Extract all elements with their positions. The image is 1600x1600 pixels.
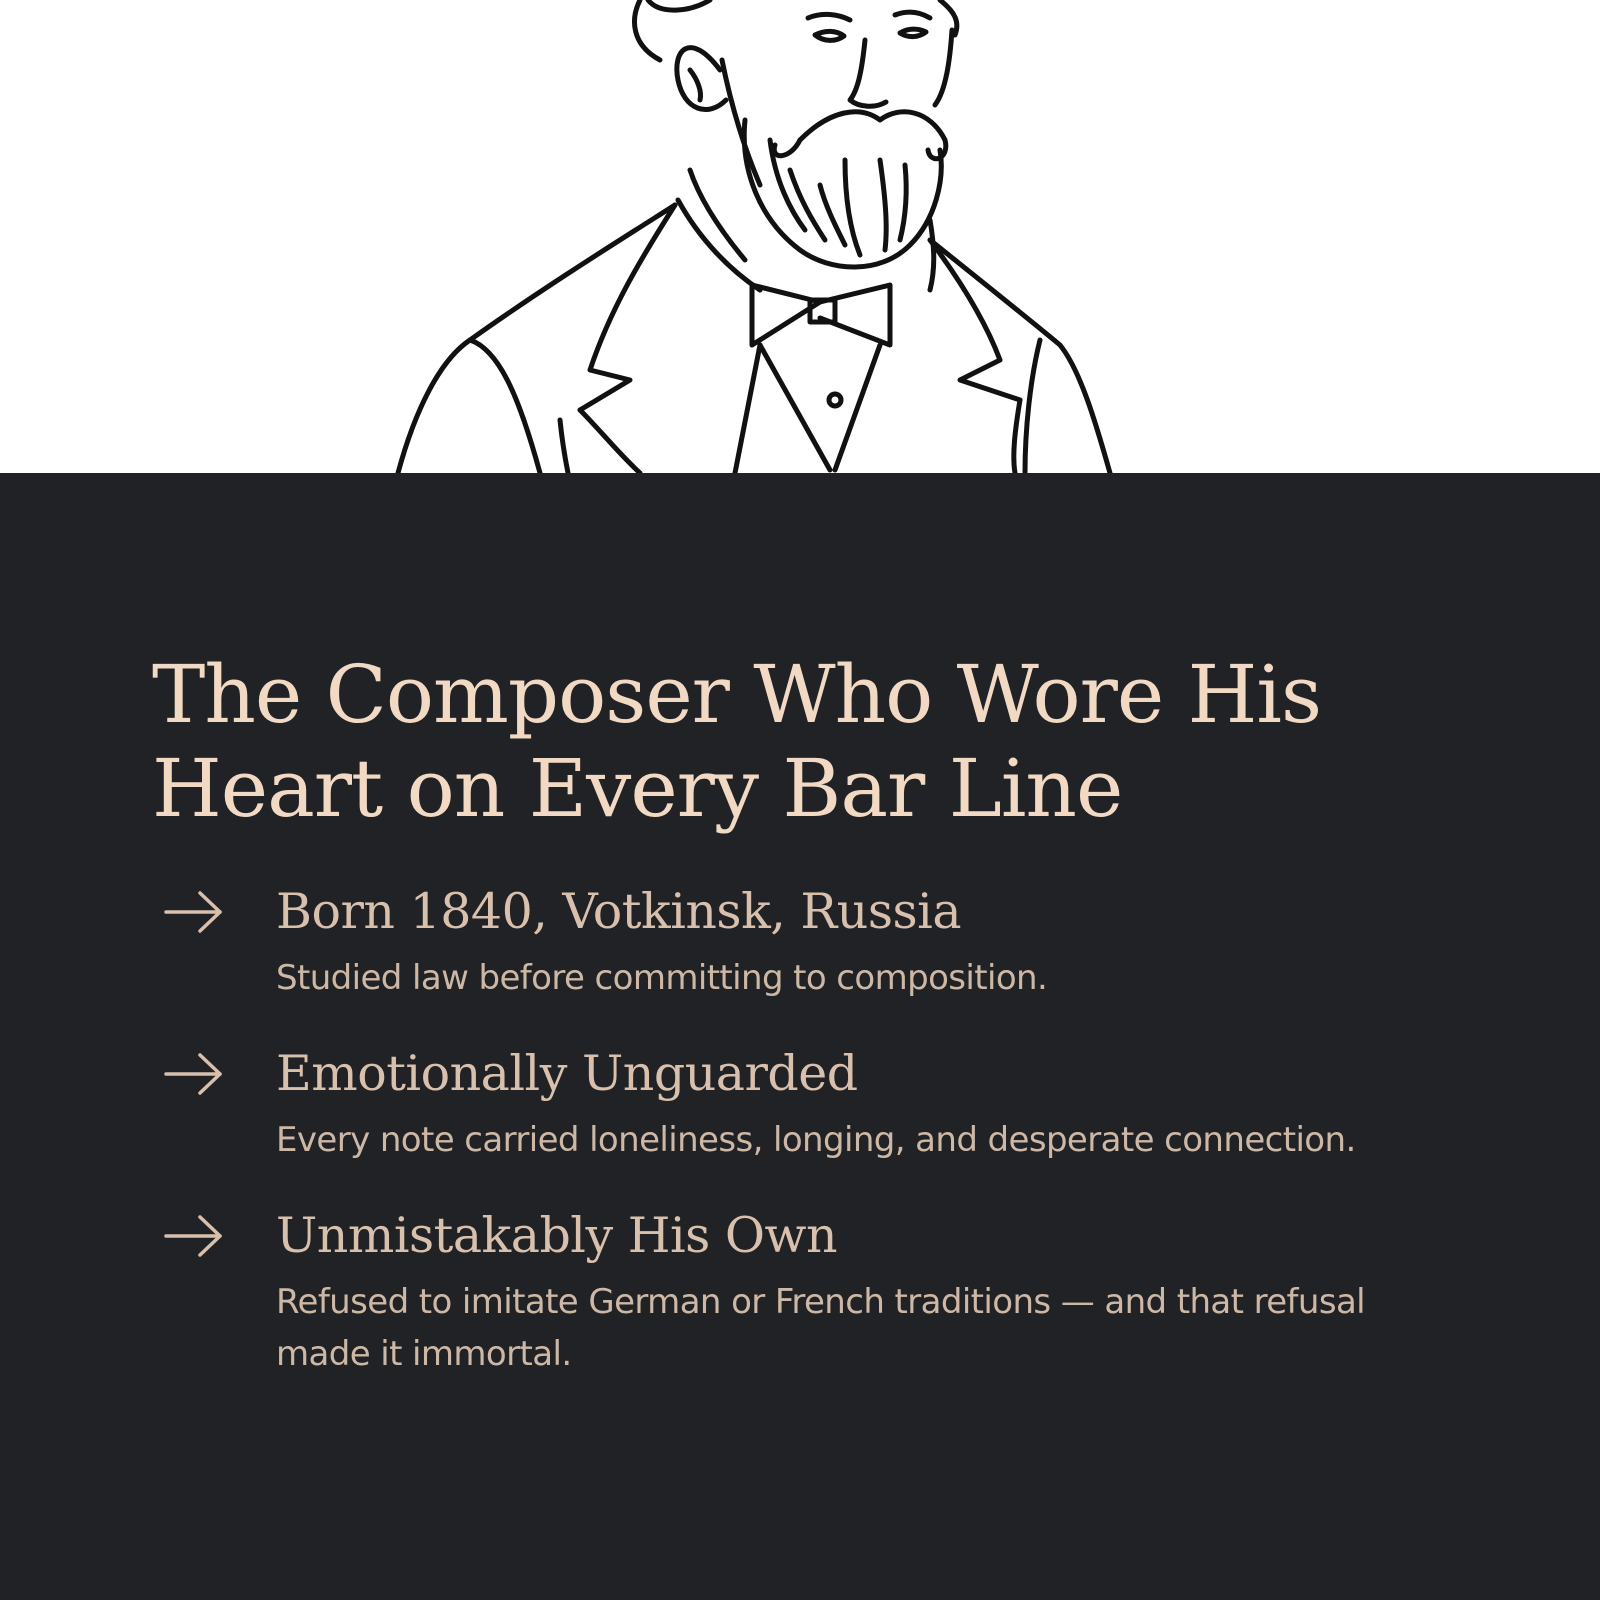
fact-description: Refused to imitate German or French traditions — and that refusal made it immortal.	[276, 1282, 1366, 1374]
fact-title: Emotionally Unguarded	[276, 1045, 858, 1102]
page-title: The Composer Who Wore His Heart on Every Bar Line	[152, 648, 1322, 835]
arrow-right-icon	[164, 1214, 224, 1258]
fact-item	[152, 1206, 1452, 1380]
fact-description: Every note carried loneliness, longing, and desperate connection.	[276, 1120, 1356, 1160]
fact-item	[152, 1044, 1452, 1166]
fact-description: Studied law before committing to composition.	[276, 958, 1048, 998]
arrow-right-icon	[164, 890, 224, 934]
content-section	[152, 648, 1452, 1420]
fact-list	[152, 882, 1452, 1380]
fact-title: Unmistakably His Own	[276, 1207, 838, 1264]
fact-title: Born 1840, Votkinsk, Russia	[276, 883, 962, 940]
arrow-right-icon	[164, 1052, 224, 1096]
composer-portrait-icon	[0, 0, 1600, 473]
fact-item	[152, 882, 1452, 1004]
composer-portrait-illustration	[0, 0, 1600, 473]
